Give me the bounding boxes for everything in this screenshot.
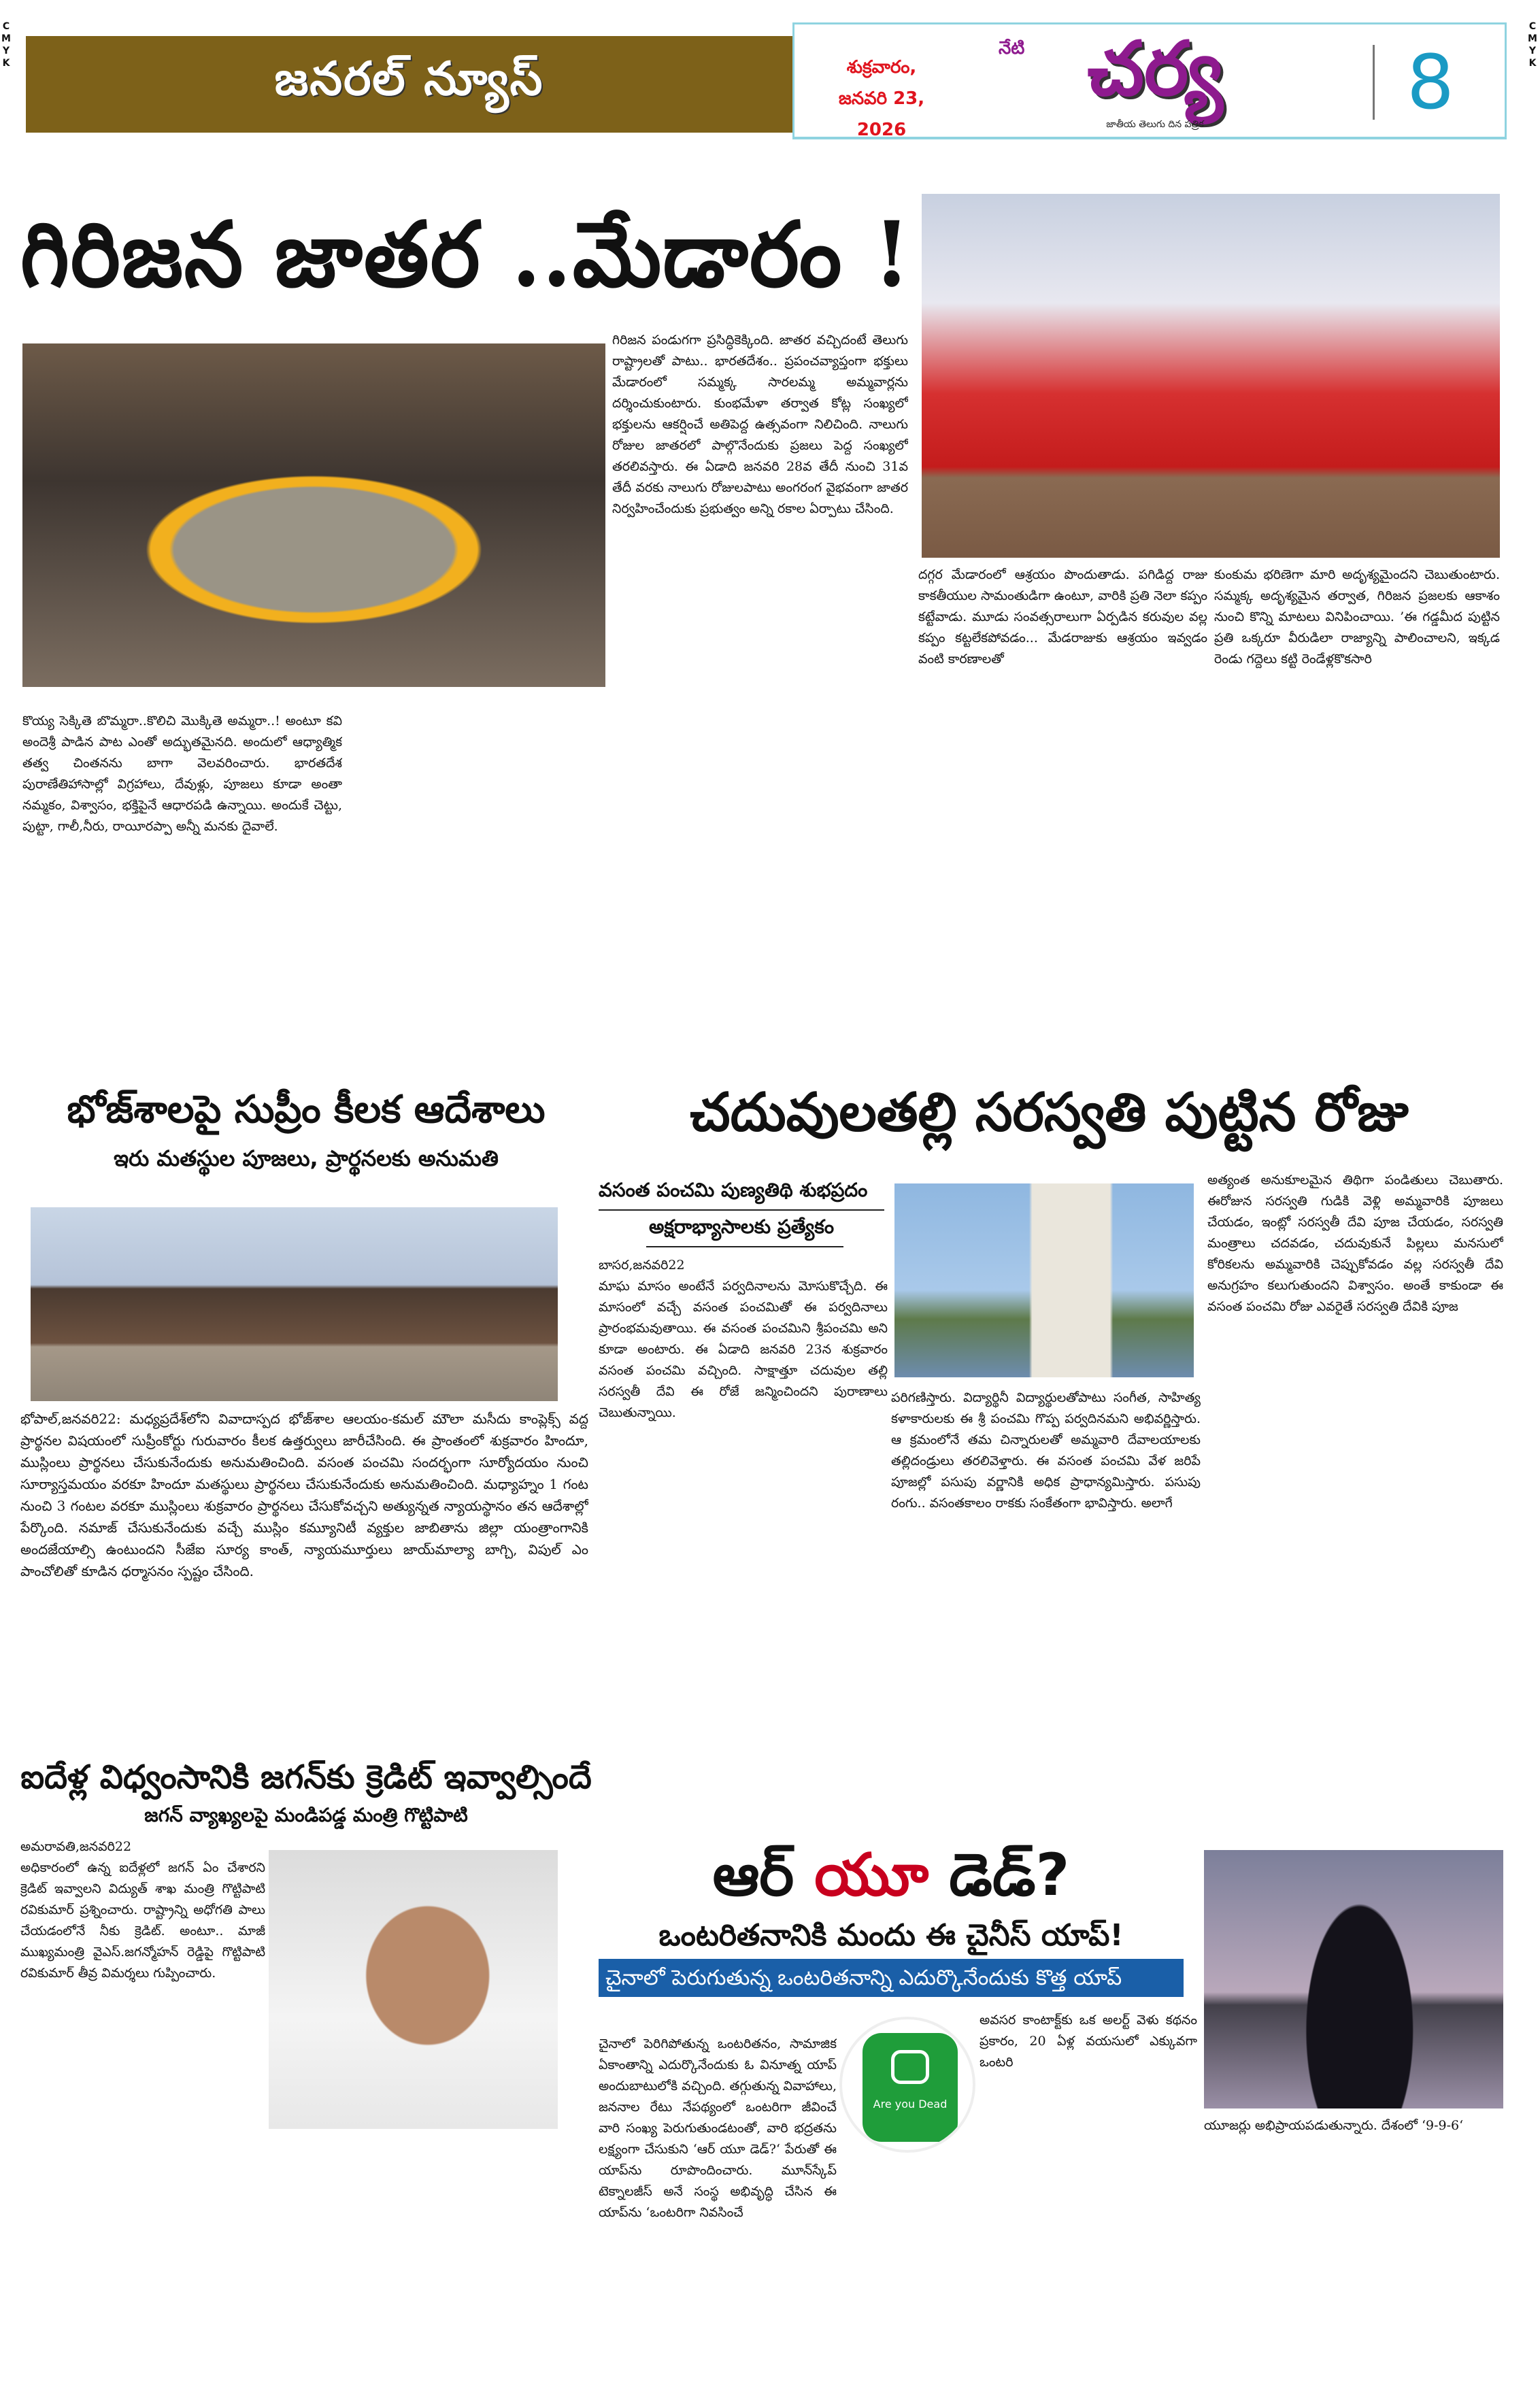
logo-tagline: [1053, 118, 1257, 131]
basara-temple-photo: [894, 1183, 1194, 1377]
medaram-headline: [20, 190, 911, 320]
app-banner: [599, 1959, 1184, 1997]
logo-prefix: [999, 38, 1053, 63]
jagan-headline: [20, 1758, 592, 1798]
saraswati-body-col2: పరిగణిస్తారు. విద్యార్థినీ విద్యార్థులతోపాటు సంగీత, సాహిత్య కళాకారులకు ఈ శ్రీ పంచమి గొప్ప పర్వదినమని అభివర్ణిస్తారు. ఆ క్రమంలోనే తమ చిన్నారులతో అమ్మవారి దేవాలయాలకు తల్లిదండ్రులు తరలివెళ్తారు. ఈ వసంత పంచమి వేళ జరిపే పూజల్లో పసుపు వర్ణానికి అధిక ప్రాధాన్యమిస్తారు. పసుపు రంగు.. వసంతకాలం రాకకు సంకేతంగా భావిస్తారు. అలాగే: [891, 1390, 1201, 1511]
jagan-subhead: [20, 1804, 592, 1827]
lonely-person-photo: [1204, 1850, 1503, 2108]
saraswati-kicker: [599, 1179, 884, 1202]
jagan-headline-text: ఐదేళ్ల విధ్వంసానికి జగన్‌కు క్రెడిట్ ఇవ్వాల్సిందే: [20, 1758, 592, 1796]
app-banner-text: చైనాలో పెరుగుతున్న ఒంటరితనాన్ని ఎదుర్కొనేందుకు కొత్త యాప్: [605, 1966, 1122, 1990]
saraswati-kicker-text: వసంత పంచమి పుణ్యతిథి శుభప్రదం: [599, 1179, 868, 1201]
medaram-body-col2: [354, 711, 605, 1051]
bhojshala-photo: [31, 1207, 558, 1401]
issue-date-text: జనవరి 23, 2026: [838, 88, 925, 140]
print-registration-mark-left: CMYK: [1, 21, 11, 69]
bhojshala-headline-text: భోజ్‌శాలపై సుప్రీం కీలక ఆదేశాలు: [67, 1088, 546, 1132]
app-headline: [609, 1840, 1173, 1911]
section-title-bar: జనరల్ న్యూస్: [26, 36, 792, 133]
app-body-col2: అవసర కాంటాక్ట్‌కు ఒక అలర్ట్ వెళు కథనం ప్రకారం, 20 ఏళ్ల వయసులో ఎక్కువగా ఒంటరి: [980, 2013, 1197, 2070]
saraswati-subhead-text: అక్షరాభ్యాసాలకు ప్రత్యేకం: [648, 1215, 835, 1238]
medaram-headline-text: గిరిజన జాతర ..మేడారం !: [20, 202, 911, 307]
app-subhead: [609, 1917, 1173, 1955]
jagan-body-continued: [20, 2136, 588, 2299]
print-registration-mark-right: CMYK: [1528, 21, 1537, 69]
app-headline-line: [713, 1840, 1070, 1911]
saraswati-body-col1: [599, 1255, 888, 1796]
issue-day: శుక్రవారం,: [846, 57, 917, 78]
jagan-body: [20, 1836, 265, 2136]
saraswati-headline: [599, 1081, 1500, 1145]
app-headline-part1: ఆర్: [712, 1841, 794, 1909]
minister-photo: [269, 1850, 558, 2129]
bhojshala-headline: [20, 1087, 592, 1132]
app-subhead-text: ఒంటరితనానికి మందు ఈ చైనీస్ యాప్!: [658, 1918, 1124, 1953]
newspaper-logo: [1053, 24, 1257, 113]
saraswati-body-col3: అత్యంత అనుకూలమైన తిథిగా పండితులు చెబుతారు. ఈరోజున సరస్వతి గుడికి వెళ్లి అమ్మవారికి పూజలు చేయడం, ఇంట్లో సరస్వతీ దేవి పూజ చేయడం, సరస్వతి మంత్రాలు చదవడం, చదువుకునే పిల్లలు మనసులో కోరికలను అమ్మవారికి చెప్పుకోవడం వల్ల సరస్వతీ దేవి అనుగ్రహం కలుగుతుందని విశ్వాసం. అంతే కాకుండా ఈ వసంత పంచమి రోజు ఎవరైతే సరస్వతి దేవికి పూజ: [1207, 1173, 1503, 1314]
divider: [599, 1209, 884, 1211]
ghost-icon: [891, 2050, 929, 2084]
app-headline-part3: డెడ్?: [949, 1841, 1070, 1909]
saraswati-headline-text: చదువులతల్లి సరస్వతి పుట్టిన రోజు: [690, 1082, 1409, 1143]
divider: [646, 1246, 843, 1247]
bhojshala-subhead: [20, 1145, 592, 1171]
medaram-body-col4: దగ్గర మేడారంలో ఆశ్రయం పొందుతాడు. పగిడిద్ద రాజు కాకతీయుల సామంతుడిగా ఉంటూ, వారికి ప్రతి నెలా కప్పం కట్టేవాడు. మూడు సంవత్సరాలుగా ఏర్పడిన కరువుల వల్ల కప్పం కట్టలేకపోవడం... మేడరాజుకు ఆశ్రయం ఇవ్వడం వంటి కారణాలతో: [918, 567, 1207, 667]
issue-date: [814, 52, 950, 146]
app-icon: [863, 2033, 958, 2142]
bhojshala-body: భోపాల్,జనవరి22: మధ్యప్రదేశ్‌లోని వివాదాస్పద భోజ్‌శాల ఆలయం-కమల్ మౌలా మసీదు కాంప్లెక్స్ వద్ద ప్రార్థనల విషయంలో సుప్రీంకోర్టు గురువారం కీలక ఉత్తర్వులు జారీచేసింది. ఈ ప్రాంతంలో శుక్రవారం హిందూ, ముస్లింలు ప్రార్థనలు చేసుకునేందుకు అనుమతించింది. వసంత పంచమి సందర్భంగా సూర్యోదయం నుంచి సూర్యాస్తమయం వరకూ హిందూ మతస్థులు ప్రార్థనలు చేసుకునేందుకు అనుమతించింది. మధ్యాహ్నం 1 గంట నుంచి 3 గంటల వరకూ ముస్లింలు శుక్రవారం ప్రార్థనలు చేసుకోవచ్చని అత్యున్నత న్యాయస్థానం తన ఆదేశాల్లో పేర్కొంది. నమాజ్ చేసుకునేందుకు వచ్చే ముస్లిం కమ్యూనిటీ వ్యక్తుల జాబితాను జిల్లా యంత్రాంగానికి అందజేయాల్సి ఉంటుందని సీజేఐ సూర్య కాంత్, న్యాయమూర్తులు జాయ్‌మాల్యా బాగ్చి, విపుల్ ఎం పాంచోలితో కూడిన ధర్మాసనం స్పష్టం చేసింది.: [20, 1411, 588, 1579]
masthead: [792, 22, 1507, 139]
jagan-dateline: అమరావతి,జనవరి22: [20, 1839, 132, 1854]
logo-tagline-text: జాతీయ తెలుగు దిన పత్రిక: [1106, 119, 1204, 130]
app-headline-part2: యూ: [814, 1841, 929, 1909]
saraswati-body-text: మాఘ మాసం అంటేనే పర్వదినాలను మోసుకొచ్చేది. ఈ మాసంలో వచ్చే వసంత పంచమితో ఈ పర్వదినాలు ప్రారంభమవుతాయి. ఈ వసంత పంచమిని శ్రీపంచమి అని కూడా అంటారు. ఈ ఏడాది జనవరి 23న శుక్రవారం వసంత పంచమి వచ్చింది. సాక్షాత్తూ చదువుల తల్లి సరస్వతీ దేవి ఈ రోజే జన్మించిందని పురాణాలు చెబుతున్నాయి.: [599, 1279, 888, 1420]
medaram-gaddelu-photo: [22, 343, 605, 687]
app-icon-photo: [839, 2017, 975, 2153]
logo-prefix-text: నేటి: [999, 38, 1025, 58]
bhojshala-subhead-text: ఇరు మతస్థుల పూజలు, ప్రార్థనలకు అనుమతి: [114, 1145, 499, 1171]
medaram-body-col3: గిరిజన పండుగగా ప్రసిద్ధికెక్కింది. జాతర వచ్చిదంటే తెలుగు రాష్ట్రాలతో పాటు.. భారతదేశం.. ప్రపంచవ్యాప్తంగా భక్తులు మేడారంలో సమ్మక్క సారలమ్మ అమ్మవార్లను దర్శించుకుంటారు. కుంభమేళా తర్వాత కోట్ల సంఖ్యలో భక్తులను ఆకర్షించే అతిపెద్ద ఉత్సవంగా నిలిచింది. నాలుగు రోజుల జాతరలో పాల్గొనేందుకు ప్రజలు పెద్ద సంఖ్యలో తరలివస్తారు. ఈ ఏడాది జనవరి 28వ తేదీ నుంచి 31వ తేదీ వరకు నాలుగు రోజులపాటు అంగరంగ వైభవంగా జాతర నిర్వహించేందుకు ప్రభుత్వం అన్ని రకాల ఏర్పాటు చేసింది.: [612, 333, 908, 516]
koya-dancers-photo: [922, 194, 1500, 558]
jagan-body-text: అధికారంలో ఉన్న ఐదేళ్లలో జగన్ ఏం చేశారని క్రెడిట్ ఇవ్వాలని విద్యుత్ శాఖ మంత్రి గొట్టిపాటి రవికుమార్ ప్రశ్నించారు. రాష్ట్రాన్ని అధోగతి పాలు చేయడంలోనే నీకు క్రెడిట్. అంటూ.. మాజీ ముఖ్యమంత్రి వైఎస్.జగన్మోహన్ రెడ్డిపై గొట్టిపాటి రవికుమార్ తీవ్ర విమర్శలు గుప్పించారు.: [20, 1860, 265, 1981]
app-body-col3: యూజర్లు అభిప్రాయపడుతున్నారు. దేశంలో ‘9-9-6‘: [1204, 2118, 1464, 2133]
saraswati-dateline: బాసర,జనవరి22: [599, 1258, 685, 1273]
app-icon-label: Are you Dead: [873, 2098, 948, 2111]
jagan-subhead-text: జగన్ వ్యాఖ్యలపై మండిపడ్డ మంత్రి గొట్టిపాటి: [144, 1804, 468, 1826]
page-number: 8: [1407, 39, 1454, 126]
medaram-body-col1: కొయ్య సెక్కితె బొమ్మరా..కొలిచి మొక్కితె అమ్మరా..! అంటూ కవి అందెశ్రీ పాడిన పాట ఎంతో అద్భుతమైనది. అందులో ఆధ్యాత్మిక తత్వ చింతనను బాగా వెలవరించారు. భారతదేశ పురాణేతిహాసాల్లో విగ్రహాలు, దేవుళ్లు, పూజలు కూడా అంతా నమ్మకం, విశ్వాసం, భక్తిపైనే ఆధారపడి ఉన్నాయి. అందుకే చెట్టు, పుట్టా, గాలీ,నీరు, రాయీరప్పా అన్నీ మనకు దైవాలే.: [22, 713, 342, 834]
app-body-col1: చైనాలో పెరిగిపోతున్న ఒంటరితనం, సామాజిక ఏకాంతాన్ని ఎదుర్కొనేందుకు ఓ వినూత్న యాప్ అందుబాటులోకి వచ్చింది. తగ్గుతున్న వివాహాలు, జననాల రేటు నేపథ్యంలో ఒంటరిగా జీవించే వారి సంఖ్య పెరుగుతుండటంతో, వారి భద్రతను లక్ష్యంగా చేసుకుని ‘ఆర్ యూ డెడ్?‘ పేరుతో ఈ యాప్‌ను రూపొందించారు. మూన్‌స్కేప్ టెక్నాలజీస్ అనే సంస్థ అభివృద్ధి చేసిన ఈ యాప్‌ను ‘ఒంటరిగా నివసించే: [599, 2036, 837, 2220]
medaram-body-col5: కుంకుమ భరిణెగా మారి అదృశ్యమైందని చెబుతుంటారు. సమ్మక్క అదృశ్యమైన తర్వాత, గిరిజన ప్రజలకు ఆకాశం నుంచి కొన్ని మాటలు వినిపించాయి. ’ఈ గడ్డమీద పుట్టిన ప్రతి ఒక్కరూ వీరుడిలా రాజ్యాన్ని పాలించాలని, ఇక్కడ రెండు గద్దెలు కట్టి రెండేళ్లకొకసారి: [1214, 567, 1500, 667]
saraswati-subhead: [599, 1215, 884, 1239]
newspaper-logo-text: చర్య: [1087, 25, 1223, 112]
divider: [1373, 45, 1375, 120]
